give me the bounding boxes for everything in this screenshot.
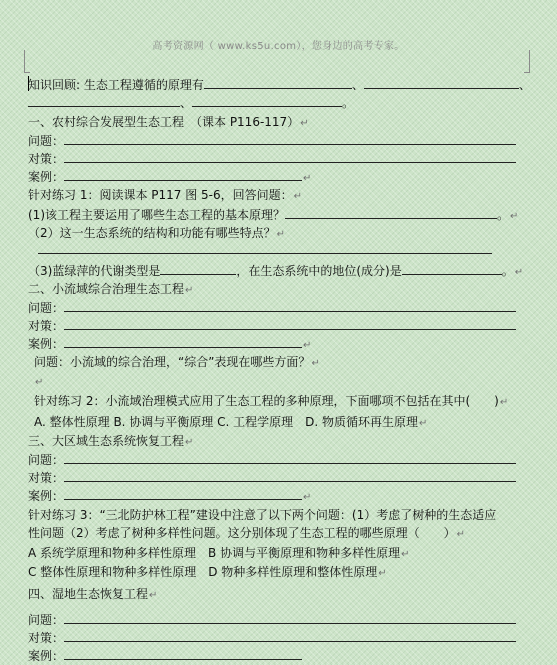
margin-marker-right xyxy=(524,50,530,73)
s2-problem-line[interactable]: 问题： xyxy=(28,298,516,316)
blank[interactable] xyxy=(64,131,516,145)
s2-case-line[interactable]: 案例： ↵ xyxy=(28,334,311,352)
blank[interactable] xyxy=(64,628,516,642)
exercise-1-q3[interactable]: （3)蓝绿萍的代谢类型是 ，在生态系统中的地位(成分)是 。↵ xyxy=(28,261,523,279)
s1-problem-line[interactable]: 问题： xyxy=(28,131,516,149)
exercise-1-q2: （2）这一生态系统的结构和功能有哪些特点？↵ xyxy=(28,226,286,240)
blank[interactable] xyxy=(64,610,516,624)
section-3-title: 三、大区域生态系统恢复工程↵ xyxy=(28,434,194,448)
exercise-2-options: A. 整体性原理 B. 协调与平衡原理 C. 工程学原理 D. 物质循环再生原理↵ xyxy=(34,415,428,429)
exercise-3-options-ab: A 系统学原理和物种多样性原理 B 协调与平衡原理和物种多样性原理↵ xyxy=(28,546,410,560)
s4-solution-line[interactable]: 对策： xyxy=(28,628,516,646)
blank[interactable] xyxy=(38,240,492,254)
section-4-title: 四、湿地生态恢复工程↵ xyxy=(28,587,158,601)
exercise-1-title: 针对练习 1：阅读课本 P117 图 5-6，回答问题：↵ xyxy=(28,188,303,202)
page-header: 高考资源网（ www.ks5u.com），您身边的高考专家。 xyxy=(152,41,405,52)
blank[interactable] xyxy=(364,75,519,89)
exercise-2-title: 针对练习 2：小流域治理模式应用了生态工程的多种原理，下面哪项不包括在其中( )↵ xyxy=(34,394,509,408)
blank[interactable] xyxy=(402,261,502,275)
s3-case-line[interactable]: 案例： ↵ xyxy=(28,486,311,504)
s4-case-line[interactable]: 案例： xyxy=(28,646,302,664)
blank[interactable] xyxy=(64,298,516,312)
blank[interactable] xyxy=(64,450,516,464)
s3-solution-line[interactable]: 对策： xyxy=(28,468,516,486)
intro-line-1[interactable]: 知识回顾: 生态工程遵循的原理有 、 、 xyxy=(28,75,531,93)
s4-problem-line[interactable]: 问题： xyxy=(28,610,516,628)
blank[interactable] xyxy=(64,646,302,660)
s2-solution-line[interactable]: 对策： xyxy=(28,316,516,334)
s1-case-line[interactable]: 案例： ↵ xyxy=(28,167,311,185)
margin-marker-left xyxy=(24,50,30,73)
s2-empty-paragraph: ↵ xyxy=(35,377,44,388)
blank[interactable] xyxy=(192,93,342,107)
exercise-1-q1[interactable]: (1)该工程主要运用了哪些生态工程的基本原理？ 。↵ xyxy=(28,205,518,223)
section-2-title: 二、小流域综合治理生态工程↵ xyxy=(28,282,194,296)
blank[interactable] xyxy=(160,261,236,275)
exercise-3-options-cd: C 整体性原理和物种多样性原理 D 物种多样性原理和整体性原理↵ xyxy=(28,565,387,579)
blank[interactable] xyxy=(64,334,302,348)
intro-line-2[interactable]: 、 。 xyxy=(28,93,354,111)
exercise-3-line-1: 针对练习 3：“三北防护林工程”建设中注意了以下两个问题：(1）考虑了树种的生态适应 xyxy=(28,508,497,522)
s2-question: 问题：小流域的综合治理，“综合”表现在哪些方面？↵ xyxy=(34,355,320,369)
blank[interactable] xyxy=(64,149,516,163)
blank[interactable] xyxy=(204,75,352,89)
blank[interactable] xyxy=(64,167,302,181)
blank[interactable] xyxy=(28,93,180,107)
exercise-3-line-2: 性问题（2）考虑了树种多样性问题。这分别体现了生态工程的哪些原理（ ）↵ xyxy=(28,526,466,540)
blank[interactable] xyxy=(64,486,302,500)
section-1-title: 一、农村综合发展型生态工程 （课本 P116-117）↵ xyxy=(28,115,309,129)
blank[interactable] xyxy=(64,468,516,482)
blank[interactable] xyxy=(285,205,497,219)
exercise-1-answer-line[interactable] xyxy=(28,240,492,258)
s3-problem-line[interactable]: 问题： xyxy=(28,450,516,468)
s1-solution-line[interactable]: 对策： xyxy=(28,149,516,167)
blank[interactable] xyxy=(64,316,516,330)
